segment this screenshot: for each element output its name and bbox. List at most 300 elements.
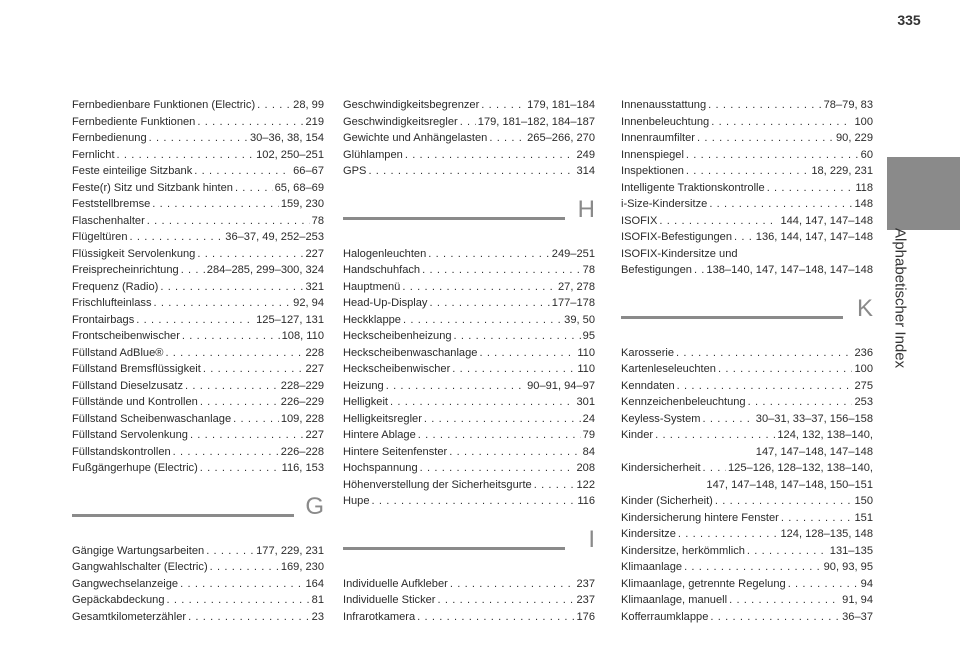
entry-leader-dots bbox=[429, 295, 549, 312]
entry-pages: 179, 181–182, 184–187 bbox=[477, 115, 595, 128]
entry-term: Individuelle Aufkleber bbox=[343, 577, 448, 590]
index-entry bbox=[621, 394, 873, 411]
index-entry bbox=[343, 295, 595, 312]
index-entry bbox=[343, 477, 595, 494]
entry-pages: 91, 94 bbox=[842, 594, 873, 606]
entry-term: Klimaanlage, getrennte Regelung bbox=[621, 577, 786, 590]
index-entry bbox=[621, 229, 873, 246]
entry-pages: 151 bbox=[854, 511, 873, 524]
index-entry bbox=[621, 361, 873, 378]
entry-leader-dots bbox=[428, 246, 550, 263]
index-entry bbox=[621, 147, 873, 164]
entry-first-line bbox=[621, 427, 873, 444]
entry-leader-dots bbox=[368, 163, 574, 180]
entry-pages: 79 bbox=[582, 429, 595, 441]
entry-leader-dots bbox=[185, 378, 279, 395]
entry-pages: 125–126, 128–132, 138–140, bbox=[728, 462, 873, 474]
entry-pages: 136, 144, 147, 147–148 bbox=[755, 231, 873, 243]
entry-pages: 314 bbox=[576, 165, 595, 177]
entry-pages: 125–127, 131 bbox=[256, 313, 324, 326]
entry-term: Helligkeit bbox=[343, 396, 389, 408]
entry-leader-dots bbox=[203, 361, 304, 378]
index-entry bbox=[72, 345, 324, 362]
index-entry bbox=[72, 295, 324, 312]
entry-term: Frequenz (Radio) bbox=[72, 280, 159, 293]
entry-pages: 90, 93, 95 bbox=[823, 561, 873, 573]
entry-pages: 102, 250–251 bbox=[256, 148, 324, 161]
section-divider bbox=[621, 316, 843, 319]
index-entry bbox=[72, 114, 324, 131]
entry-term: Gewichte und Anhängelasten bbox=[343, 132, 488, 144]
entry-pages: 237 bbox=[576, 577, 595, 590]
entry-term: Füllstand AdBlue® bbox=[72, 346, 164, 359]
index-entry bbox=[621, 526, 873, 543]
index-entry bbox=[343, 609, 595, 626]
section-letter: K bbox=[856, 294, 873, 322]
entry-pages: 60 bbox=[860, 148, 873, 161]
entry-leader-dots bbox=[197, 246, 303, 263]
entry-term: Heckscheibenheizung bbox=[343, 330, 452, 342]
entry-term: Heizung bbox=[343, 379, 384, 392]
entry-term: Kofferraumklappe bbox=[621, 610, 709, 623]
entry-term: Intelligente Traktionskontrolle bbox=[621, 181, 765, 194]
entry-leader-dots bbox=[390, 394, 574, 411]
entry-term: Gesamtkilometerzähler bbox=[72, 610, 187, 623]
section-header bbox=[72, 491, 324, 535]
side-label: Alphabetischer Index bbox=[891, 227, 909, 369]
entry-leader-dots bbox=[694, 262, 704, 279]
index-entry bbox=[343, 444, 595, 461]
entry-pages: 265–266, 270 bbox=[527, 132, 595, 144]
entry-term: Kindersicherheit bbox=[621, 462, 701, 474]
entry-pages: 110 bbox=[577, 363, 595, 375]
entry-leader-dots bbox=[450, 576, 575, 593]
entry-term: ISOFIX-Kindersitze und bbox=[621, 247, 738, 260]
entry-term: Infrarotkamera bbox=[343, 610, 416, 623]
section-divider bbox=[343, 547, 565, 550]
section-divider bbox=[72, 514, 294, 517]
index-entry bbox=[343, 279, 595, 296]
entry-leader-dots bbox=[703, 460, 726, 477]
entry-pages: 18, 229, 231 bbox=[811, 165, 873, 177]
entry-first-line bbox=[621, 460, 873, 477]
entry-leader-dots bbox=[117, 147, 255, 164]
entry-term: Handschuhfach bbox=[343, 264, 421, 276]
entry-term: Füllstand Servolenkung bbox=[72, 429, 188, 441]
entry-pages: 108, 110 bbox=[281, 330, 324, 342]
entry-leader-dots bbox=[767, 180, 854, 197]
entry-term: Kindersitze, herkömmlich bbox=[621, 544, 745, 557]
index-entry bbox=[343, 576, 595, 593]
entry-leader-dots bbox=[734, 229, 754, 246]
entry-leader-dots bbox=[405, 147, 575, 164]
entry-pages: 169, 230 bbox=[280, 561, 324, 573]
entry-pages: 159, 230 bbox=[280, 198, 324, 210]
index-entry bbox=[621, 345, 873, 362]
entry-term: Geschwindigkeitsbegrenzer bbox=[343, 99, 480, 111]
index-entry bbox=[621, 493, 873, 510]
entry-term: GPS bbox=[343, 165, 367, 177]
index-entry bbox=[72, 130, 324, 147]
entry-pages: 100 bbox=[854, 363, 873, 375]
entry-pages: 249 bbox=[576, 148, 595, 161]
entry-leader-dots bbox=[233, 411, 279, 428]
entry-pages: 23 bbox=[311, 610, 324, 623]
entry-term: Klimaanlage, manuell bbox=[621, 594, 728, 606]
index-entry bbox=[72, 411, 324, 428]
entry-pages: 177–178 bbox=[551, 297, 595, 309]
entry-pages: 131–135 bbox=[829, 544, 873, 557]
entry-leader-dots bbox=[697, 130, 834, 147]
index-entry bbox=[72, 576, 324, 593]
entry-pages-continued: 147, 147–148, 147–148 bbox=[755, 445, 873, 458]
entry-leader-dots bbox=[372, 493, 576, 510]
index-entry bbox=[72, 328, 324, 345]
entry-term: Fußgängerhupe (Electric) bbox=[72, 462, 198, 474]
entry-leader-dots bbox=[729, 592, 840, 609]
index-entry bbox=[621, 427, 873, 460]
index-entry bbox=[72, 196, 324, 213]
entry-leader-dots bbox=[181, 262, 205, 279]
entry-term: Fernbediente Funktionen bbox=[72, 115, 196, 128]
entry-leader-dots bbox=[165, 345, 303, 362]
entry-term: Kindersitze bbox=[621, 528, 676, 540]
index-entry bbox=[621, 576, 873, 593]
entry-pages: 219 bbox=[305, 115, 324, 128]
entry-term: Kindersicherung hintere Fenster bbox=[621, 511, 779, 524]
entry-term: Halogenleuchten bbox=[343, 247, 427, 260]
entry-leader-dots bbox=[438, 592, 575, 609]
index-entry bbox=[621, 609, 873, 626]
index-entry bbox=[72, 97, 324, 114]
entry-term: Fernbedienbare Funktionen (Electric) bbox=[72, 99, 256, 111]
entry-term: Frontscheibenwischer bbox=[72, 330, 180, 342]
index-entry bbox=[343, 411, 595, 428]
entry-leader-dots bbox=[420, 460, 575, 477]
entry-term: Glühlampen bbox=[343, 148, 403, 161]
entry-pages: 84 bbox=[582, 445, 595, 458]
index-entry bbox=[343, 130, 595, 147]
entry-term: Keyless-System bbox=[621, 412, 701, 425]
entry-term: Innenraumfilter bbox=[621, 132, 695, 144]
entry-leader-dots bbox=[386, 378, 525, 395]
entry-leader-dots bbox=[710, 609, 840, 626]
entry-pages: 208 bbox=[576, 462, 595, 474]
index-entry bbox=[621, 378, 873, 395]
entry-term: Hauptmenü bbox=[343, 280, 401, 293]
entry-term: Füllstand Bremsflüssigkeit bbox=[72, 363, 201, 375]
index-entry bbox=[621, 262, 873, 279]
entry-leader-dots bbox=[678, 526, 779, 543]
index-entry bbox=[621, 196, 873, 213]
entry-pages: 249–251 bbox=[551, 247, 595, 260]
index-entry bbox=[72, 427, 324, 444]
entry-leader-dots bbox=[703, 411, 754, 428]
entry-pages: 124, 128–135, 148 bbox=[780, 528, 873, 540]
entry-leader-dots bbox=[206, 543, 254, 560]
index-column-3 bbox=[621, 97, 873, 625]
entry-term: Fernlicht bbox=[72, 148, 115, 161]
index-entry bbox=[72, 543, 324, 560]
entry-pages: 116 bbox=[577, 495, 595, 507]
section-header bbox=[343, 194, 595, 238]
entry-leader-dots bbox=[788, 576, 859, 593]
entry-pages: 78 bbox=[311, 214, 324, 227]
entry-pages: 30–31, 33–37, 156–158 bbox=[755, 412, 873, 425]
entry-pages: 27, 278 bbox=[557, 280, 595, 293]
index-entry bbox=[621, 543, 873, 560]
entry-pages: 150 bbox=[854, 495, 873, 507]
index-entry bbox=[343, 592, 595, 609]
entry-leader-dots bbox=[190, 427, 304, 444]
entry-leader-dots bbox=[711, 114, 852, 131]
section-tab bbox=[887, 157, 960, 230]
entry-term: Gängige Wartungsarbeiten bbox=[72, 544, 205, 557]
entry-pages: 237 bbox=[576, 594, 595, 606]
index-column-2 bbox=[343, 97, 595, 625]
index-entry bbox=[621, 213, 873, 230]
entry-leader-dots bbox=[200, 460, 280, 477]
section-header bbox=[343, 524, 595, 568]
entry-pages: 176 bbox=[576, 610, 595, 623]
section-letter: I bbox=[588, 525, 595, 553]
entry-term: Fernbedienung bbox=[72, 132, 147, 144]
index-entry bbox=[72, 213, 324, 230]
entry-pages: 90, 229 bbox=[835, 132, 873, 144]
index-entry bbox=[621, 559, 873, 576]
entry-leader-dots bbox=[708, 97, 822, 114]
entry-pages: 39, 50 bbox=[564, 313, 595, 326]
index-entry bbox=[343, 246, 595, 263]
entry-pages-continued: 147, 147–148, 147–148, 150–151 bbox=[706, 478, 873, 491]
entry-term: i-Size-Kindersitze bbox=[621, 198, 708, 210]
entry-pages: 66–67 bbox=[293, 165, 324, 177]
index-entry bbox=[72, 180, 324, 197]
entry-leader-dots bbox=[489, 130, 525, 147]
entry-pages: 179, 181–184 bbox=[527, 99, 595, 111]
entry-leader-dots bbox=[197, 114, 303, 131]
entry-leader-dots bbox=[677, 378, 853, 395]
entry-leader-dots bbox=[676, 345, 852, 362]
index-entry bbox=[621, 592, 873, 609]
index-entry bbox=[72, 559, 324, 576]
entry-term: ISOFIX-Befestigungen bbox=[621, 231, 732, 243]
index-entry bbox=[621, 510, 873, 527]
entry-leader-dots bbox=[479, 345, 575, 362]
index-entry bbox=[343, 345, 595, 362]
entry-leader-dots bbox=[418, 427, 581, 444]
entry-term: Inspektionen bbox=[621, 165, 684, 177]
index-entry bbox=[72, 312, 324, 329]
index-entry bbox=[343, 163, 595, 180]
entry-term: Höhenverstellung der Sicherheitsgurte bbox=[343, 478, 532, 491]
entry-pages: 30–36, 38, 154 bbox=[249, 132, 324, 144]
entry-leader-dots bbox=[200, 394, 279, 411]
entry-term: Füllstandskontrollen bbox=[72, 445, 171, 458]
entry-term: Hochspannung bbox=[343, 462, 418, 474]
entry-term: Befestigungen bbox=[621, 264, 692, 276]
entry-pages: 92, 94 bbox=[293, 297, 324, 309]
entry-pages: 94 bbox=[860, 577, 873, 590]
entry-term: Feste einteilige Sitzbank bbox=[72, 165, 193, 177]
entry-leader-dots bbox=[460, 114, 476, 131]
index-entry bbox=[72, 163, 324, 180]
index-column-1 bbox=[72, 97, 324, 625]
index-entry bbox=[343, 328, 595, 345]
entry-leader-dots bbox=[454, 328, 581, 345]
entry-term: Kinder bbox=[621, 429, 654, 441]
entry-leader-dots bbox=[655, 427, 775, 444]
entry-leader-dots bbox=[684, 559, 822, 576]
index-entry bbox=[621, 411, 873, 428]
index-entry bbox=[72, 361, 324, 378]
entry-term: Frontairbags bbox=[72, 313, 135, 326]
entry-pages: 118 bbox=[855, 181, 873, 194]
entry-pages: 109, 228 bbox=[280, 412, 324, 425]
entry-term: Innenausstattung bbox=[621, 99, 707, 111]
entry-pages: 228–229 bbox=[280, 379, 324, 392]
entry-leader-dots bbox=[160, 279, 303, 296]
entry-pages: 90–91, 94–97 bbox=[527, 379, 595, 392]
entry-pages: 124, 132, 138–140, bbox=[777, 429, 873, 441]
entry-term: Füllstände und Kontrollen bbox=[72, 396, 198, 408]
entry-term: Flügeltüren bbox=[72, 231, 128, 243]
entry-leader-dots bbox=[402, 279, 556, 296]
entry-leader-dots bbox=[709, 196, 852, 213]
entry-term: ISOFIX bbox=[621, 214, 658, 227]
side-label-container bbox=[878, 227, 922, 369]
entry-leader-dots bbox=[417, 609, 574, 626]
entry-pages: 122 bbox=[576, 478, 595, 491]
entry-term: Gepäckabdeckung bbox=[72, 594, 165, 606]
entry-term: Kinder (Sicherheit) bbox=[621, 495, 713, 507]
entry-leader-dots bbox=[686, 163, 809, 180]
entry-pages: 321 bbox=[305, 280, 324, 293]
index-entry bbox=[72, 592, 324, 609]
section-divider bbox=[343, 217, 565, 220]
entry-term: Feststellbremse bbox=[72, 198, 151, 210]
index-entry bbox=[343, 262, 595, 279]
entry-leader-dots bbox=[715, 493, 853, 510]
entry-pages: 228 bbox=[305, 346, 324, 359]
entry-pages: 28, 99 bbox=[293, 99, 324, 111]
entry-leader-dots bbox=[659, 213, 778, 230]
index-entry bbox=[343, 378, 595, 395]
entry-term: Flaschenhalter bbox=[72, 214, 145, 227]
index-entry bbox=[343, 460, 595, 477]
index-entry bbox=[343, 97, 595, 114]
index-entry bbox=[621, 97, 873, 114]
entry-pages: 144, 147, 147–148 bbox=[780, 214, 873, 227]
entry-pages: 81 bbox=[311, 594, 324, 606]
entry-term: Füllstand Dieselzusatz bbox=[72, 379, 183, 392]
entry-pages: 236 bbox=[854, 346, 873, 359]
entry-leader-dots bbox=[180, 576, 303, 593]
entry-term: Kartenleseleuchten bbox=[621, 363, 716, 375]
entry-leader-dots bbox=[210, 559, 279, 576]
entry-pages: 100 bbox=[854, 115, 873, 128]
index-entry bbox=[343, 147, 595, 164]
entry-pages: 24 bbox=[582, 412, 595, 425]
entry-term: Frischlufteinlass bbox=[72, 297, 152, 309]
entry-pages: 36–37 bbox=[842, 610, 873, 623]
entry-leader-dots bbox=[154, 295, 292, 312]
entry-term: Heckscheibenwischer bbox=[343, 363, 451, 375]
index-entry bbox=[343, 312, 595, 329]
entry-leader-dots bbox=[748, 394, 853, 411]
index-entry bbox=[72, 229, 324, 246]
entry-leader-dots bbox=[194, 163, 291, 180]
entry-leader-dots bbox=[424, 411, 581, 428]
entry-pages: 226–229 bbox=[280, 396, 324, 408]
entry-pages: 116, 153 bbox=[281, 462, 324, 474]
index-entry bbox=[621, 246, 873, 263]
entry-term: Füllstand Scheibenwaschanlage bbox=[72, 412, 232, 425]
entry-term: Hupe bbox=[343, 495, 370, 507]
entry-term: Individuelle Sticker bbox=[343, 594, 436, 606]
index-entry bbox=[72, 378, 324, 395]
entry-term: Freisprecheinrichtung bbox=[72, 264, 179, 276]
entry-term: Gangwahlschalter (Electric) bbox=[72, 561, 208, 573]
index-entry bbox=[72, 609, 324, 626]
index-entry bbox=[621, 130, 873, 147]
entry-leader-dots bbox=[481, 97, 525, 114]
index-entry bbox=[72, 147, 324, 164]
index-entry bbox=[72, 394, 324, 411]
entry-leader-dots bbox=[188, 609, 310, 626]
entry-term: Kenndaten bbox=[621, 379, 675, 392]
entry-pages: 253 bbox=[854, 396, 873, 408]
entry-term: Heckscheibenwaschanlage bbox=[343, 346, 478, 359]
section-letter: H bbox=[577, 195, 595, 223]
entry-term: Kennzeichenbeleuchtung bbox=[621, 396, 746, 408]
index-entry bbox=[343, 427, 595, 444]
index-entry bbox=[621, 460, 873, 493]
entry-leader-dots bbox=[686, 147, 859, 164]
index-entry bbox=[343, 394, 595, 411]
entry-term: Hintere Seitenfenster bbox=[343, 445, 448, 458]
entry-leader-dots bbox=[781, 510, 853, 527]
entry-pages: 301 bbox=[576, 396, 595, 408]
section-header bbox=[621, 293, 873, 337]
entry-leader-dots bbox=[534, 477, 575, 494]
section-letter: G bbox=[305, 492, 324, 520]
entry-pages: 65, 68–69 bbox=[274, 181, 324, 194]
entry-leader-dots bbox=[136, 312, 254, 329]
entry-term: Geschwindigkeitsregler bbox=[343, 115, 458, 128]
entry-leader-dots bbox=[167, 592, 310, 609]
entry-term: Head-Up-Display bbox=[343, 297, 428, 309]
index-entry bbox=[72, 444, 324, 461]
index-entry bbox=[72, 460, 324, 477]
entry-leader-dots bbox=[452, 361, 575, 378]
entry-term: Heckklappe bbox=[343, 313, 401, 326]
entry-leader-dots bbox=[173, 444, 279, 461]
entry-pages: 138–140, 147, 147–148, 147–148 bbox=[706, 264, 873, 276]
index-entry bbox=[72, 246, 324, 263]
entry-pages: 226–228 bbox=[280, 445, 324, 458]
entry-leader-dots bbox=[747, 543, 828, 560]
entry-leader-dots bbox=[182, 328, 280, 345]
entry-pages: 95 bbox=[582, 330, 595, 342]
entry-leader-dots bbox=[147, 213, 310, 230]
entry-term: Helligkeitsregler bbox=[343, 412, 422, 425]
entry-pages: 284–285, 299–300, 324 bbox=[206, 264, 324, 276]
entry-pages: 275 bbox=[854, 379, 873, 392]
index-entry bbox=[72, 279, 324, 296]
entry-pages: 110 bbox=[577, 346, 595, 359]
entry-pages: 148 bbox=[854, 198, 873, 210]
